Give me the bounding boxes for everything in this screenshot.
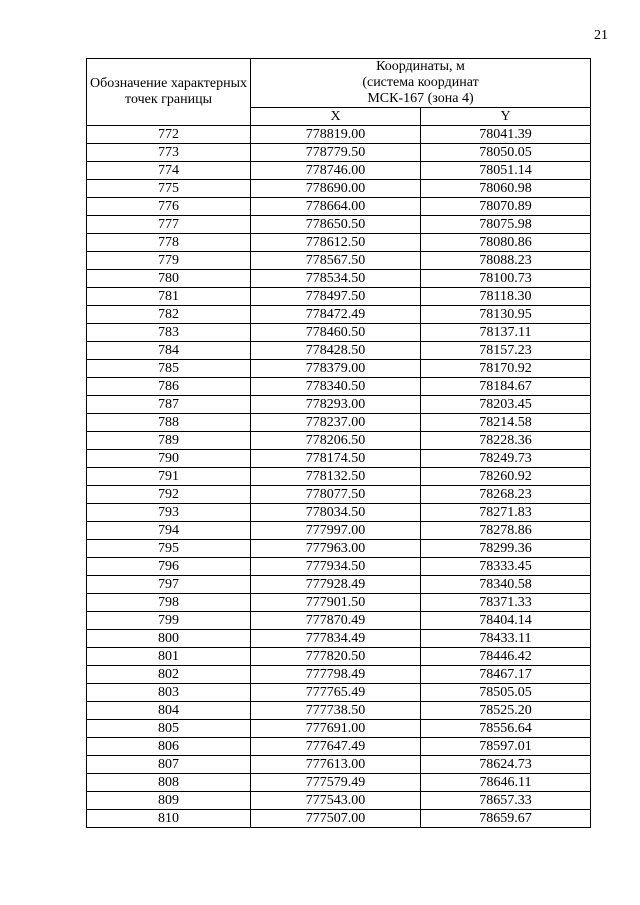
table-row — [87, 144, 591, 162]
point-id-cell: 774 — [87, 162, 251, 180]
point-id-cell: 773 — [87, 144, 251, 162]
y-coordinate-cell: 78080.86 — [421, 234, 591, 252]
point-id-cell: 795 — [87, 540, 251, 558]
x-coordinate-cell: 777934.50 — [251, 558, 421, 576]
table-row — [87, 252, 591, 270]
y-coordinate-cell: 78646.11 — [421, 774, 591, 792]
point-id-cell: 794 — [87, 522, 251, 540]
x-coordinate-cell: 777691.00 — [251, 720, 421, 738]
point-id-cell: 772 — [87, 126, 251, 144]
x-coordinate-cell: 777963.00 — [251, 540, 421, 558]
table-row — [87, 504, 591, 522]
table-row — [87, 288, 591, 306]
point-id-cell: 791 — [87, 468, 251, 486]
table-row — [87, 180, 591, 198]
y-coordinate-cell: 78050.05 — [421, 144, 591, 162]
y-coordinate-cell: 78137.11 — [421, 324, 591, 342]
point-id-cell: 798 — [87, 594, 251, 612]
y-coordinate-cell: 78260.92 — [421, 468, 591, 486]
point-id-cell: 810 — [87, 810, 251, 828]
point-id-cell: 777 — [87, 216, 251, 234]
table-row — [87, 522, 591, 540]
y-coordinate-cell: 78333.45 — [421, 558, 591, 576]
table-row — [87, 702, 591, 720]
x-coordinate-cell: 778132.50 — [251, 468, 421, 486]
x-coordinate-cell: 778746.00 — [251, 162, 421, 180]
y-coordinate-cell: 78404.14 — [421, 612, 591, 630]
table-row — [87, 198, 591, 216]
x-coordinate-cell: 777820.50 — [251, 648, 421, 666]
point-id-cell: 790 — [87, 450, 251, 468]
coordinates-column-header — [251, 59, 591, 108]
table-row — [87, 720, 591, 738]
point-id-cell: 793 — [87, 504, 251, 522]
y-coordinate-cell: 78228.36 — [421, 432, 591, 450]
point-id-cell: 780 — [87, 270, 251, 288]
x-coordinate-cell: 778077.50 — [251, 486, 421, 504]
y-coordinate-cell: 78556.64 — [421, 720, 591, 738]
x-coordinate-cell: 777997.00 — [251, 522, 421, 540]
x-coordinate-cell: 777613.00 — [251, 756, 421, 774]
y-coordinate-cell: 78249.73 — [421, 450, 591, 468]
table-row — [87, 306, 591, 324]
table-row — [87, 378, 591, 396]
y-coordinate-cell: 78203.45 — [421, 396, 591, 414]
table-row — [87, 774, 591, 792]
x-coordinate-cell: 777901.50 — [251, 594, 421, 612]
table-row — [87, 666, 591, 684]
point-id-cell: 787 — [87, 396, 251, 414]
x-coordinate-cell: 777765.49 — [251, 684, 421, 702]
y-coordinate-cell: 78624.73 — [421, 756, 591, 774]
x-coordinate-cell: 778567.50 — [251, 252, 421, 270]
y-coordinate-cell: 78184.67 — [421, 378, 591, 396]
y-coordinate-cell: 78118.30 — [421, 288, 591, 306]
y-column-header: Y — [421, 108, 591, 126]
point-id-cell: 799 — [87, 612, 251, 630]
y-coordinate-cell: 78157.23 — [421, 342, 591, 360]
table-row — [87, 432, 591, 450]
x-coordinate-cell: 778612.50 — [251, 234, 421, 252]
x-coordinate-cell: 778819.00 — [251, 126, 421, 144]
y-coordinate-cell: 78371.33 — [421, 594, 591, 612]
y-coordinate-cell: 78659.67 — [421, 810, 591, 828]
x-coordinate-cell: 778034.50 — [251, 504, 421, 522]
x-coordinate-cell: 778534.50 — [251, 270, 421, 288]
coordinates-table — [86, 58, 591, 828]
point-id-cell: 806 — [87, 738, 251, 756]
point-id-cell: 804 — [87, 702, 251, 720]
x-coordinate-cell: 777647.49 — [251, 738, 421, 756]
x-coordinate-cell: 778293.00 — [251, 396, 421, 414]
x-coordinate-cell: 778428.50 — [251, 342, 421, 360]
point-id-cell: 781 — [87, 288, 251, 306]
x-coordinate-cell: 778472.49 — [251, 306, 421, 324]
coordinates-header-line1: Координаты, м — [376, 59, 465, 74]
table-row — [87, 540, 591, 558]
y-coordinate-cell: 78340.58 — [421, 576, 591, 594]
x-coordinate-cell: 778379.00 — [251, 360, 421, 378]
y-coordinate-cell: 78657.33 — [421, 792, 591, 810]
x-coordinate-cell: 778460.50 — [251, 324, 421, 342]
point-id-cell: 776 — [87, 198, 251, 216]
table-header — [87, 59, 591, 126]
point-id-cell: 800 — [87, 630, 251, 648]
x-coordinate-cell: 777543.00 — [251, 792, 421, 810]
point-id-cell: 792 — [87, 486, 251, 504]
y-coordinate-cell: 78041.39 — [421, 126, 591, 144]
x-coordinate-cell: 778237.00 — [251, 414, 421, 432]
table-row — [87, 756, 591, 774]
table-row — [87, 234, 591, 252]
table-row — [87, 792, 591, 810]
point-id-cell: 782 — [87, 306, 251, 324]
y-coordinate-cell: 78088.23 — [421, 252, 591, 270]
table-row — [87, 648, 591, 666]
table-row — [87, 468, 591, 486]
x-coordinate-cell: 778497.50 — [251, 288, 421, 306]
table-body — [87, 126, 591, 828]
coordinates-header-line3: МСК-167 (зона 4) — [367, 91, 474, 106]
point-id-cell: 779 — [87, 252, 251, 270]
point-id-cell: 775 — [87, 180, 251, 198]
point-id-cell: 788 — [87, 414, 251, 432]
table-row — [87, 558, 591, 576]
x-coordinate-cell: 778650.50 — [251, 216, 421, 234]
point-id-cell: 809 — [87, 792, 251, 810]
x-coordinate-cell: 777870.49 — [251, 612, 421, 630]
x-coordinate-cell: 778340.50 — [251, 378, 421, 396]
x-coordinate-cell: 777579.49 — [251, 774, 421, 792]
y-coordinate-cell: 78525.20 — [421, 702, 591, 720]
table-row — [87, 486, 591, 504]
y-coordinate-cell: 78446.42 — [421, 648, 591, 666]
y-coordinate-cell: 78100.73 — [421, 270, 591, 288]
table-row — [87, 414, 591, 432]
point-id-cell: 808 — [87, 774, 251, 792]
point-id-cell: 783 — [87, 324, 251, 342]
x-coordinate-cell: 777738.50 — [251, 702, 421, 720]
y-coordinate-cell: 78214.58 — [421, 414, 591, 432]
point-id-cell: 796 — [87, 558, 251, 576]
point-id-cell: 789 — [87, 432, 251, 450]
table-row — [87, 360, 591, 378]
y-coordinate-cell: 78433.11 — [421, 630, 591, 648]
table-row — [87, 126, 591, 144]
table-row — [87, 576, 591, 594]
table-row — [87, 324, 591, 342]
table-row — [87, 396, 591, 414]
y-coordinate-cell: 78271.83 — [421, 504, 591, 522]
table-row — [87, 684, 591, 702]
x-coordinate-cell: 777798.49 — [251, 666, 421, 684]
point-column-header: Обозначение характерных точек границы — [87, 59, 251, 126]
x-coordinate-cell: 778690.00 — [251, 180, 421, 198]
y-coordinate-cell: 78130.95 — [421, 306, 591, 324]
point-id-cell: 785 — [87, 360, 251, 378]
table-row — [87, 612, 591, 630]
table-row — [87, 162, 591, 180]
point-id-cell: 803 — [87, 684, 251, 702]
y-coordinate-cell: 78070.89 — [421, 198, 591, 216]
x-coordinate-cell: 777834.49 — [251, 630, 421, 648]
table-row — [87, 594, 591, 612]
y-coordinate-cell: 78467.17 — [421, 666, 591, 684]
point-id-cell: 801 — [87, 648, 251, 666]
y-coordinate-cell: 78060.98 — [421, 180, 591, 198]
table-row — [87, 738, 591, 756]
x-coordinate-cell: 778174.50 — [251, 450, 421, 468]
x-coordinate-cell: 777928.49 — [251, 576, 421, 594]
table-row — [87, 450, 591, 468]
y-coordinate-cell: 78278.86 — [421, 522, 591, 540]
y-coordinate-cell: 78299.36 — [421, 540, 591, 558]
x-coordinate-cell: 778779.50 — [251, 144, 421, 162]
x-coordinate-cell: 778206.50 — [251, 432, 421, 450]
x-coordinate-cell: 777507.00 — [251, 810, 421, 828]
y-coordinate-cell: 78075.98 — [421, 216, 591, 234]
table-row — [87, 810, 591, 828]
table-row — [87, 342, 591, 360]
point-id-cell: 786 — [87, 378, 251, 396]
point-id-cell: 784 — [87, 342, 251, 360]
point-id-cell: 805 — [87, 720, 251, 738]
y-coordinate-cell: 78051.14 — [421, 162, 591, 180]
point-id-cell: 807 — [87, 756, 251, 774]
table-row — [87, 630, 591, 648]
x-column-header: X — [251, 108, 421, 126]
x-coordinate-cell: 778664.00 — [251, 198, 421, 216]
point-id-cell: 778 — [87, 234, 251, 252]
point-id-cell: 802 — [87, 666, 251, 684]
y-coordinate-cell: 78170.92 — [421, 360, 591, 378]
coordinates-header-line2: (система координат — [362, 75, 479, 90]
y-coordinate-cell: 78268.23 — [421, 486, 591, 504]
point-id-cell: 797 — [87, 576, 251, 594]
y-coordinate-cell: 78505.05 — [421, 684, 591, 702]
table-row — [87, 270, 591, 288]
y-coordinate-cell: 78597.01 — [421, 738, 591, 756]
page-number: 21 — [594, 28, 608, 43]
table-row — [87, 216, 591, 234]
